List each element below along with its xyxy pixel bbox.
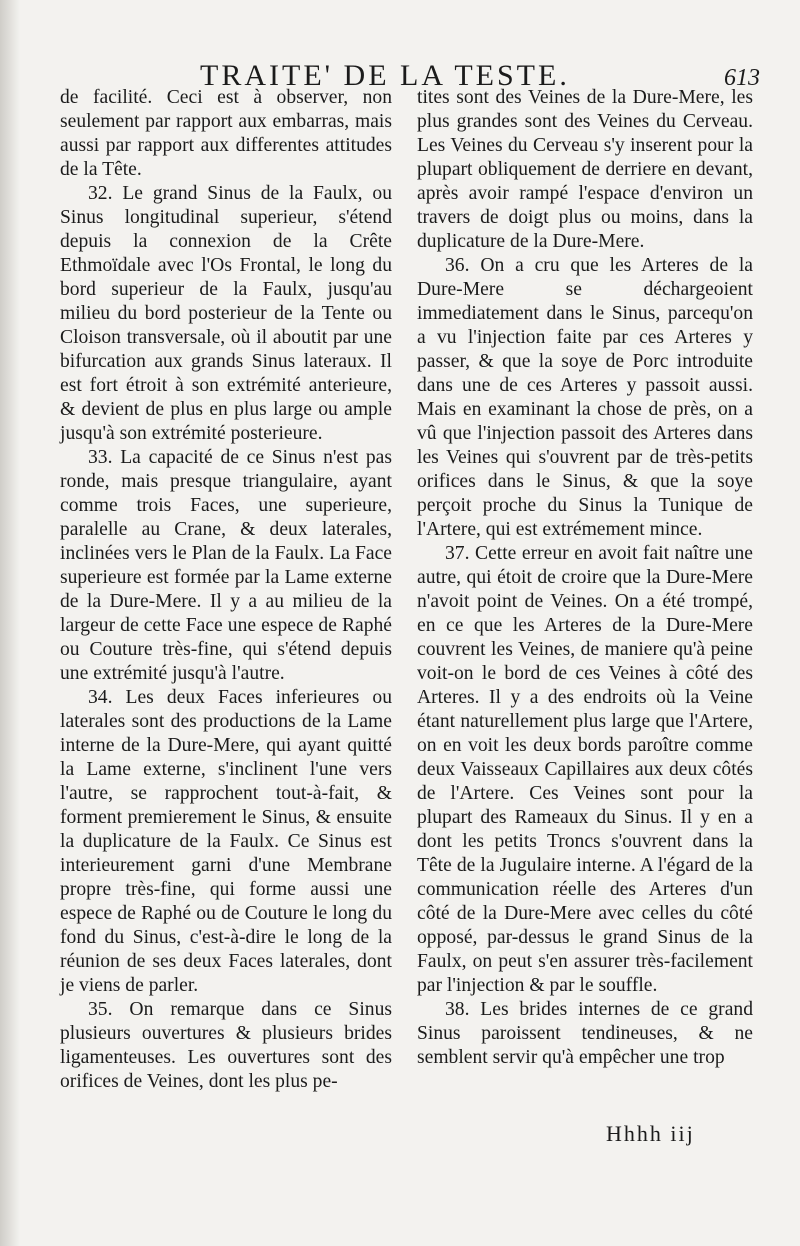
signature-mark: Hhhh iij [606, 1121, 695, 1146]
paragraph-35-continued: tites sont des Veines de la Dure-Mere, les plus grandes sont des Veines du Cerveau. Les Veines du Cerveau s'y inserent pour la plupart obliquement de derriere en devant, après avoir rampé l'espace d'environ un travers de doigt plus ou moins, dans la duplicature de la Dure-Mere. [417, 87, 753, 252]
paragraph-36: 36. On a cru que les Arteres de la Dure-Mere se déchargeoient immediatement dans le Sinus, parcequ'on a vu l'injection faite par ces Arteres y passer, & que la soye de Porc introduite dans une de ces Arteres y passoit aussi. Mais en examinant la chose de près, on a vû que l'injection passoit des Arteres dans les Veines qui s'ouvrent par de très-petits orifices dans le Sinus, & que la soye perçoit proche du Sinus la Tunique de l'Artere, qui est extrémement mince. [417, 255, 753, 540]
paragraph-33: 33. La capacité de ce Sinus n'est pas ronde, mais presque triangulaire, ayant comme trois Faces, une superieure, paralelle au Crane, & deux laterales, inclinées vers le Plan de la Faulx. La Face superieure est formée par la Lame externe de la Dure-Mere. Il y a au milieu de la largeur de cette Face une espece de Raphé ou Couture très-fine, qui s'étend depuis une extrémité jusqu'à l'autre. [60, 447, 392, 684]
paragraph-37: 37. Cette erreur en avoit fait naître une autre, qui étoit de croire que la Dure-Mere n'avoit point de Veines. On a été trompé, en ce que les Arteres de la Dure-Mere couvrent les Veines, de maniere qu'à peine voit-on le bord de ces Veines à côté des Arteres. Il y a des endroits où la Veine étant naturellement plus large que l'Artere, on en voit les deux bords paroître comme deux Vaisseaux Capillaires aux deux côtés de l'Artere. Ces Veines sont pour la plupart des Rameaux du Sinus. Il y en a dont les petits Troncs s'ouvrent dans la Tête de la Jugulaire interne. A l'égard de la communication réelle des Arteres d'un côté de la Dure-Mere avec celles du côté opposé, par-dessus le grand Sinus de la Faulx, on peut s'en assurer très-facilement par l'injection & par le souffle. [417, 543, 753, 996]
paragraph-continuation: de facilité. Ceci est à observer, non seulement par rapport aux embarras, mais aussi par rapport aux differentes attitudes de la Tête. [60, 87, 392, 180]
left-column [60, 86, 392, 1094]
right-column [417, 86, 753, 1070]
paragraph-38: 38. Les brides internes de ce grand Sinus paroissent tendineuses, & ne semblent servir qu'à empêcher une trop [417, 999, 753, 1068]
running-title: TRAITE' DE LA TESTE. [200, 59, 570, 92]
paragraph-35: 35. On remarque dans ce Sinus plusieurs ouvertures & plusieurs brides ligamenteuses. Les ouvertures sont des orifices de Veines, dont les plus pe- [60, 999, 392, 1092]
paragraph-34: 34. Les deux Faces inferieures ou laterales sont des productions de la Lame interne de la Dure-Mere, qui ayant quitté la Lame externe, s'inclinent l'une vers l'autre, se rapprochent tout-à-fait, & forment premierement le Sinus, & ensuite la duplicature de la Faulx. Ce Sinus est interieurement garni d'une Membrane propre très-fine, qui forme aussi une espece de Raphé ou de Couture le long du fond du Sinus, c'est-à-dire le long de la réunion de ses deux Faces laterales, dont je viens de parler. [60, 687, 392, 996]
page-number: 613 [724, 65, 760, 91]
page-gutter-shadow [0, 0, 20, 1246]
paragraph-32: 32. Le grand Sinus de la Faulx, ou Sinus longitudinal superieur, s'étend depuis la connexion de la Crête Ethmoïdale avec l'Os Frontal, le long du bord superieur de la Faulx, jusqu'au milieu du bord posterieur de la Tente ou Cloison transversale, où il aboutit par une bifurcation aux grands Sinus lateraux. Il est fort étroit à son extrémité anterieure, & devient de plus en plus large ou ample jusqu'à son extrémité posterieure. [60, 183, 392, 444]
